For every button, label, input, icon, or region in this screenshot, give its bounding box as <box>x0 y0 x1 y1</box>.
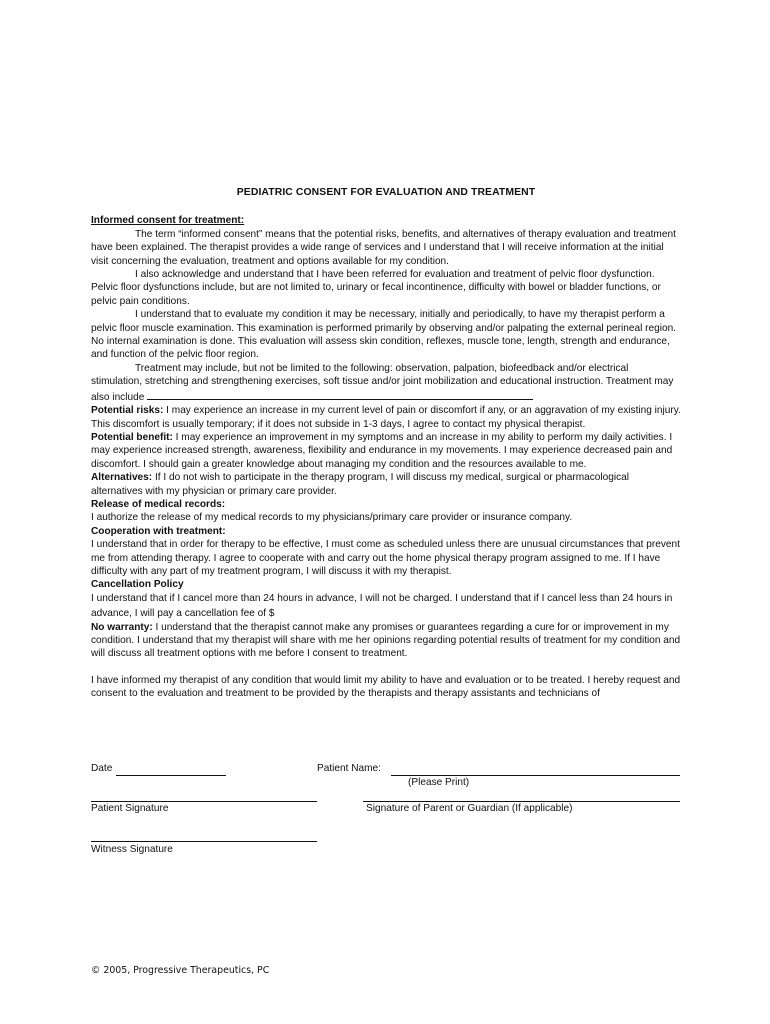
no-warranty <box>91 621 681 661</box>
informed-consent-paragraph-1: The term “informed consent” means that the potential risks, benefits, and alternatives of therapy evaluation and treatment have been explained. The therapist provides a wide range of services and I understand that I will receive information at the initial visit concerning the evaluation, treatment and options available for my condition. <box>91 228 676 267</box>
treatment-include-field[interactable] <box>147 389 533 400</box>
closing-statement: I have informed my therapist of any condition that would limit my ability to have and evaluation or to be treated. I hereby request and consent to the evaluation and treatment to be provided by the therapists and therapy assistants and technicians of <box>91 674 681 700</box>
informed-consent-paragraph-2: I also acknowledge and understand that I have been referred for evaluation and treatment of pelvic floor dysfunction. Pelvic floor dysfunctions include, but are not limited to, urinary or fecal incontinence, difficulty with bowel or bladder functions, or pelvic pain conditions. <box>91 269 661 307</box>
parent-signature-label: Signature of Parent or Guardian (If applicable) <box>366 803 573 814</box>
copyright-footer: © 2005, Progressive Therapeutics, PC <box>91 965 270 976</box>
alternatives-label: Alternatives: <box>91 472 153 484</box>
cancellation-policy-text: I understand that if I cancel more than 24 hours in advance, I will not be charged. I understand that if I cancel less than 24 hours in advance, I will pay a cancellation fee of $ <box>91 592 673 620</box>
patient-name-label: Patient Name: <box>317 763 381 774</box>
potential-risks <box>91 404 681 431</box>
parent-signature-field[interactable] <box>363 801 680 802</box>
witness-signature-label: Witness Signature <box>91 844 173 855</box>
cancellation-text <box>91 592 681 621</box>
date-label: Date <box>91 763 113 774</box>
patient-signature-field[interactable] <box>91 801 317 802</box>
cancellation-label: Cancellation Policy <box>91 579 184 591</box>
patient-signature-label: Patient Signature <box>91 803 169 814</box>
cooperation-label: Cooperation with treatment: <box>91 525 226 537</box>
potential-benefit-text: I may experience an improvement in my symptoms and an increase in my ability to perform my daily activities. I may experience increased strength, awareness, flexibility and endurance in my movements. I may experience decreased pain and discomfort. I should gain a greater knowledge about managing my condition and the resources available to me. <box>91 431 673 470</box>
potential-risks-label: Potential risks: <box>91 405 164 417</box>
treatment-text: Treatment may include, but not be limited to the following: observation, palpation, biofeedback and/or electrical stimulation, stretching and strengthening exercises, soft tissue and/or joint mobilization and educational instruction. Treatment may also include <box>91 362 674 403</box>
no-warranty-label: No warranty: <box>91 621 153 633</box>
cancellation-fee-field[interactable] <box>274 605 334 616</box>
informed-consent-heading: Informed consent for treatment: <box>91 215 245 227</box>
potential-risks-text: I may experience an increase in my current level of pain or discomfort if any, or an aggravation of my existing injury. This discomfort is usually temporary; if it does not subside in 1-3 days, I agree to contact my physical therapist. <box>91 405 681 430</box>
page-title: PEDIATRIC CONSENT FOR EVALUATION AND TREATMENT <box>236 187 536 198</box>
patient-name-field[interactable] <box>391 775 680 776</box>
alternatives-text: If I do not wish to participate in the therapy program, I will discuss my medical, surgical or pharmacological alternatives with my physician or primary care provider. <box>91 472 630 497</box>
alternatives <box>91 471 681 498</box>
potential-benefit <box>91 431 681 471</box>
release-records-label: Release of medical records: <box>91 498 226 510</box>
potential-benefit-label: Potential benefit: <box>91 431 173 443</box>
informed-consent-paragraph-4 <box>91 362 681 404</box>
witness-signature-field[interactable] <box>91 841 317 842</box>
informed-consent-paragraph-3: I understand that to evaluate my condition it may be necessary, initially and periodically, to have my therapist perform a pelvic floor muscle examination. This examination is performed primarily by observing and/or palpating the external perineal region. No internal examination is done. This evaluation will assess skin condition, reflexes, muscle tone, length, strength and endurance, and function of the pelvic floor region. <box>91 309 676 361</box>
consent-form <box>91 186 681 701</box>
please-print-note: (Please Print) <box>408 777 470 788</box>
cooperation-text: I understand that in order for therapy to be effective, I must come as scheduled unless there are unusual circumstances that prevent me from attending therapy. I agree to cooperate with and carry out the home physical therapy program assigned to me. If I have difficulty with any part of my treatment program, I will discuss it with my therapist. <box>91 539 680 577</box>
release-records-text: I authorize the release of my medical records to my physicians/primary care provider or insurance company. <box>91 512 573 524</box>
date-field[interactable] <box>116 775 226 776</box>
no-warranty-text: I understand that the therapist cannot make any promises or guarantees regarding a cure for or improvement in my condition. I understand that my therapist will share with me her opinions regarding potential results of treatment for my condition and will discuss all treatment options with me before I consent to treatment. <box>91 621 681 660</box>
